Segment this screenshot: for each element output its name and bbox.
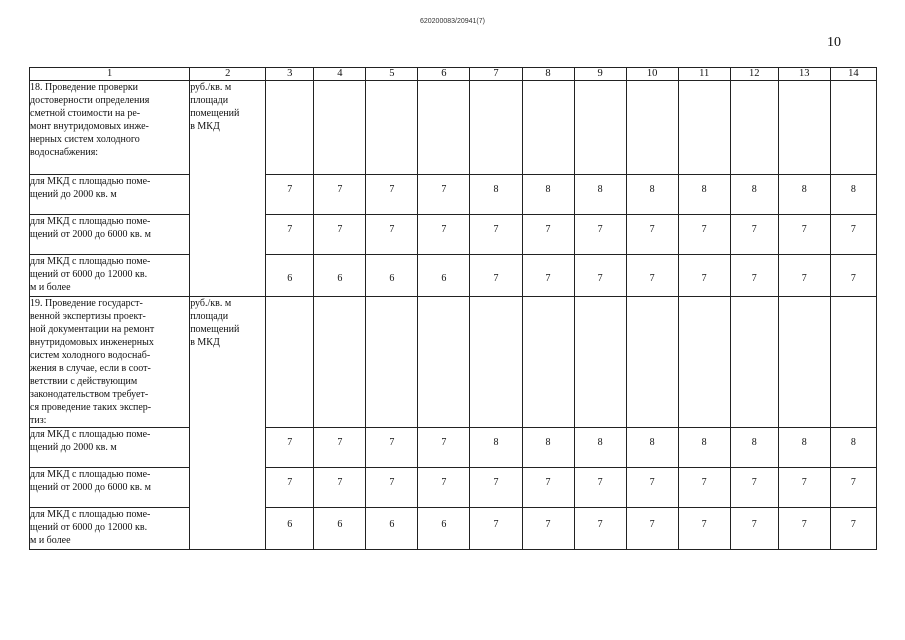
- value: 8: [545, 184, 551, 195]
- value: 7: [337, 224, 343, 235]
- value-cell: [418, 175, 470, 215]
- text-line: ветствии с действующим: [30, 376, 138, 387]
- row-label: [30, 508, 190, 550]
- value: 8: [493, 184, 499, 195]
- value-cell: [522, 215, 574, 255]
- value-cell: [778, 428, 830, 468]
- value: 8: [850, 184, 856, 195]
- value: 7: [441, 224, 447, 235]
- value: 7: [441, 477, 447, 488]
- section-title-row: [30, 297, 877, 428]
- value-cell: [366, 468, 418, 508]
- value-cell: [678, 255, 730, 297]
- value-cell: [626, 255, 678, 297]
- value-cell: [678, 428, 730, 468]
- value-cell: [314, 468, 366, 508]
- value-cell: [574, 508, 626, 550]
- text-line: нерных систем холодного: [30, 134, 140, 145]
- value: 7: [493, 273, 499, 284]
- value: 8: [493, 437, 499, 448]
- value: 8: [701, 437, 707, 448]
- text-line: щений до 2000 кв. м: [30, 189, 117, 200]
- text-line: сметной стоимости на ре-: [30, 108, 141, 119]
- empty-cell: [522, 81, 574, 175]
- value-cell: [366, 508, 418, 550]
- value-cell: [266, 255, 314, 297]
- text-line: тиз:: [30, 415, 47, 426]
- value: 7: [850, 519, 856, 530]
- text-line: для МКД с площадью поме-: [30, 216, 151, 227]
- text-line: жения в случае, если в соот-: [30, 363, 151, 374]
- empty-cell: [470, 81, 522, 175]
- empty-cell: [678, 297, 730, 428]
- column-number-9: 9: [574, 68, 626, 81]
- value: 7: [597, 224, 603, 235]
- value-cell: [314, 428, 366, 468]
- text-line: щений от 6000 до 12000 кв.: [30, 522, 148, 533]
- empty-cell: [366, 81, 418, 175]
- value: 8: [597, 437, 603, 448]
- value-cell: [574, 428, 626, 468]
- value-cell: [418, 428, 470, 468]
- value-cell: [470, 175, 522, 215]
- empty-cell: [266, 81, 314, 175]
- text-line: венной экспертизы проект-: [30, 311, 146, 322]
- value: 7: [389, 437, 395, 448]
- row-label: [30, 255, 190, 297]
- value-cell: [574, 468, 626, 508]
- value: 7: [287, 437, 293, 448]
- value-cell: [778, 468, 830, 508]
- value: 8: [701, 184, 707, 195]
- value: 7: [337, 184, 343, 195]
- unit-of-measure: [190, 81, 266, 297]
- value: 7: [751, 224, 757, 235]
- value-cell: [574, 255, 626, 297]
- row-label: [30, 175, 190, 215]
- value: 7: [545, 273, 551, 284]
- text-line: м и более: [30, 282, 71, 293]
- empty-cell: [314, 297, 366, 428]
- value-cell: [778, 508, 830, 550]
- text-line: в МКД: [190, 121, 220, 132]
- value-cell: [366, 428, 418, 468]
- value: 7: [801, 519, 807, 530]
- value: 7: [801, 477, 807, 488]
- text-line: для МКД с площадью поме-: [30, 429, 151, 440]
- text-line: для МКД с площадью поме-: [30, 469, 151, 480]
- table-row: [30, 215, 877, 255]
- value-cell: [778, 215, 830, 255]
- empty-cell: [418, 81, 470, 175]
- value: 7: [597, 273, 603, 284]
- column-number-13: 13: [778, 68, 830, 81]
- value: 7: [701, 519, 707, 530]
- value: 7: [701, 224, 707, 235]
- value-cell: [626, 508, 678, 550]
- empty-cell: [574, 81, 626, 175]
- empty-cell: [266, 297, 314, 428]
- text-line: помещений: [190, 324, 240, 335]
- text-line: внутридомовых инженерных: [30, 337, 154, 348]
- value-cell: [418, 508, 470, 550]
- table-row: [30, 175, 877, 215]
- column-number-11: 11: [678, 68, 730, 81]
- value: 6: [337, 273, 343, 284]
- value-cell: [314, 215, 366, 255]
- text-line: ной документации на ремонт: [30, 324, 155, 335]
- column-number-3: 3: [266, 68, 314, 81]
- value: 7: [389, 477, 395, 488]
- column-number-14: 14: [830, 68, 876, 81]
- value: 7: [287, 224, 293, 235]
- value: 6: [441, 519, 447, 530]
- value: 7: [649, 477, 655, 488]
- section-title-row: [30, 81, 877, 175]
- column-number-4: 4: [314, 68, 366, 81]
- value-cell: [266, 508, 314, 550]
- value-cell: [470, 508, 522, 550]
- empty-cell: [830, 81, 876, 175]
- value: 7: [649, 224, 655, 235]
- value-cell: [730, 255, 778, 297]
- unit-of-measure: [190, 297, 266, 550]
- table-row: [30, 428, 877, 468]
- value-cell: [730, 468, 778, 508]
- value-cell: [730, 428, 778, 468]
- empty-cell: [778, 81, 830, 175]
- value: 8: [751, 437, 757, 448]
- value: 7: [850, 273, 856, 284]
- value: 7: [801, 273, 807, 284]
- value: 8: [801, 184, 807, 195]
- text-line: м и более: [30, 535, 71, 546]
- value-cell: [266, 175, 314, 215]
- text-line: площади: [190, 95, 229, 106]
- value-cell: [522, 428, 574, 468]
- value: 7: [441, 184, 447, 195]
- value: 7: [597, 519, 603, 530]
- value-cell: [418, 468, 470, 508]
- text-line: щений от 6000 до 12000 кв.: [30, 269, 148, 280]
- section-title: [30, 297, 190, 428]
- value: 7: [649, 273, 655, 284]
- value: 7: [337, 477, 343, 488]
- value: 6: [337, 519, 343, 530]
- value-cell: [470, 255, 522, 297]
- value: 8: [545, 437, 551, 448]
- value: 8: [597, 184, 603, 195]
- value: 7: [493, 519, 499, 530]
- value-cell: [626, 175, 678, 215]
- section-title: [30, 81, 190, 175]
- empty-cell: [418, 297, 470, 428]
- table-row: [30, 508, 877, 550]
- column-number-12: 12: [730, 68, 778, 81]
- empty-cell: [830, 297, 876, 428]
- value: 7: [751, 519, 757, 530]
- value-cell: [678, 215, 730, 255]
- value-cell: [778, 255, 830, 297]
- value: 7: [545, 477, 551, 488]
- value-cell: [778, 175, 830, 215]
- empty-cell: [626, 81, 678, 175]
- column-number-1: 1: [30, 68, 190, 81]
- value: 7: [493, 477, 499, 488]
- column-number-row: [30, 68, 877, 81]
- empty-cell: [574, 297, 626, 428]
- value-cell: [730, 175, 778, 215]
- value: 7: [649, 519, 655, 530]
- text-line: монт внутридомовых инже-: [30, 121, 149, 132]
- text-line: щений от 2000 до 6000 кв. м: [30, 229, 151, 240]
- value: 8: [850, 437, 856, 448]
- value: 7: [441, 437, 447, 448]
- value: 7: [751, 477, 757, 488]
- value-cell: [626, 468, 678, 508]
- text-line: руб./кв. м: [190, 298, 232, 309]
- text-line: 19. Проведение государст-: [30, 298, 143, 309]
- text-line: в МКД: [190, 337, 220, 348]
- value: 7: [389, 184, 395, 195]
- value-cell: [266, 215, 314, 255]
- value-cell: [522, 508, 574, 550]
- text-line: щений от 2000 до 6000 кв. м: [30, 482, 151, 493]
- value-cell: [470, 215, 522, 255]
- value: 7: [389, 224, 395, 235]
- row-label: [30, 215, 190, 255]
- value: 7: [545, 224, 551, 235]
- value-cell: [678, 468, 730, 508]
- value: 7: [850, 477, 856, 488]
- row-label: [30, 468, 190, 508]
- tariff-table: [29, 67, 877, 550]
- value-cell: [522, 468, 574, 508]
- value: 7: [287, 184, 293, 195]
- value-cell: [678, 175, 730, 215]
- value-cell: [574, 175, 626, 215]
- column-number-2: 2: [190, 68, 266, 81]
- value: 7: [751, 273, 757, 284]
- text-line: руб./кв. м: [190, 82, 232, 93]
- value-cell: [470, 468, 522, 508]
- empty-cell: [730, 297, 778, 428]
- value-cell: [522, 175, 574, 215]
- empty-cell: [314, 81, 366, 175]
- empty-cell: [470, 297, 522, 428]
- column-number-5: 5: [366, 68, 418, 81]
- table-row: [30, 468, 877, 508]
- text-line: площади: [190, 311, 229, 322]
- value-cell: [730, 508, 778, 550]
- table-row: [30, 255, 877, 297]
- value-cell: [830, 508, 876, 550]
- value: 7: [545, 519, 551, 530]
- text-line: для МКД с площадью поме-: [30, 256, 151, 267]
- value-cell: [626, 428, 678, 468]
- value: 6: [441, 273, 447, 284]
- value-cell: [366, 255, 418, 297]
- value-cell: [314, 255, 366, 297]
- value: 8: [801, 437, 807, 448]
- row-label: [30, 428, 190, 468]
- empty-cell: [626, 297, 678, 428]
- text-line: для МКД с площадью поме-: [30, 509, 151, 520]
- value-cell: [314, 175, 366, 215]
- value-cell: [830, 255, 876, 297]
- value-cell: [830, 175, 876, 215]
- column-number-6: 6: [418, 68, 470, 81]
- value: 7: [801, 224, 807, 235]
- page-number: 10: [827, 35, 841, 50]
- empty-cell: [730, 81, 778, 175]
- text-line: законодательством требует-: [30, 389, 149, 400]
- value: 7: [337, 437, 343, 448]
- value: 8: [649, 437, 655, 448]
- value: 7: [287, 477, 293, 488]
- column-number-8: 8: [522, 68, 574, 81]
- value: 8: [751, 184, 757, 195]
- value: 7: [597, 477, 603, 488]
- text-line: водоснабжения:: [30, 147, 99, 158]
- text-line: помещений: [190, 108, 240, 119]
- value: 7: [701, 477, 707, 488]
- empty-cell: [778, 297, 830, 428]
- value-cell: [830, 428, 876, 468]
- value: 6: [389, 519, 395, 530]
- value-cell: [366, 215, 418, 255]
- column-number-7: 7: [470, 68, 522, 81]
- empty-cell: [678, 81, 730, 175]
- value-cell: [418, 215, 470, 255]
- value-cell: [830, 468, 876, 508]
- text-line: систем холодного водоснаб-: [30, 350, 151, 361]
- text-line: для МКД с площадью поме-: [30, 176, 151, 187]
- value: 8: [649, 184, 655, 195]
- value-cell: [366, 175, 418, 215]
- value: 7: [701, 273, 707, 284]
- value-cell: [678, 508, 730, 550]
- value: 6: [389, 273, 395, 284]
- value-cell: [574, 215, 626, 255]
- value-cell: [314, 508, 366, 550]
- value-cell: [418, 255, 470, 297]
- column-number-10: 10: [626, 68, 678, 81]
- value-cell: [522, 255, 574, 297]
- text-line: ся проведение таких экспер-: [30, 402, 152, 413]
- value-cell: [830, 215, 876, 255]
- value: 7: [850, 224, 856, 235]
- text-line: щений до 2000 кв. м: [30, 442, 117, 453]
- value: 7: [493, 224, 499, 235]
- value-cell: [266, 428, 314, 468]
- text-line: достоверности определения: [30, 95, 150, 106]
- value-cell: [266, 468, 314, 508]
- document-code: 620200083/20941(7): [419, 18, 485, 25]
- value: 6: [287, 273, 293, 284]
- value-cell: [626, 215, 678, 255]
- value-cell: [470, 428, 522, 468]
- empty-cell: [522, 297, 574, 428]
- empty-cell: [366, 297, 418, 428]
- value: 6: [287, 519, 293, 530]
- text-line: 18. Проведение проверки: [30, 82, 139, 93]
- value-cell: [730, 215, 778, 255]
